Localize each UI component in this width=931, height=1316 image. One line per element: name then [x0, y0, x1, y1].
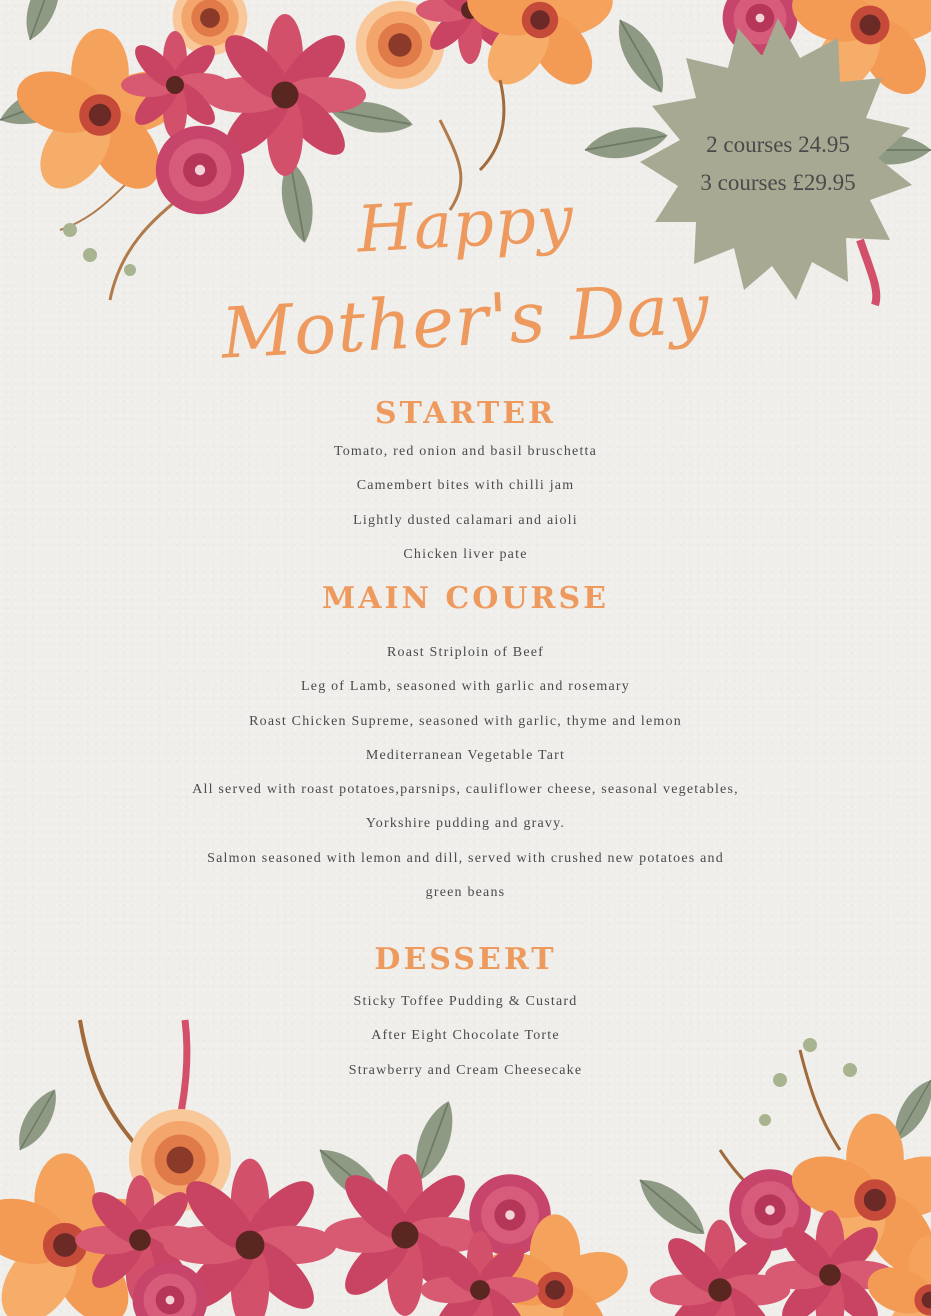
- list-item: All served with roast potatoes,parsnips, cauliflower cheese, seasonal vegetables,: [192, 782, 739, 798]
- dessert-list: [0, 985, 931, 1088]
- price-three-courses: 3 courses £29.95: [700, 170, 856, 195]
- list-item: Strawberry and Cream Cheesecake: [348, 1062, 583, 1078]
- starter-heading: STARTER: [374, 396, 557, 431]
- list-item: Sticky Toffee Pudding & Custard: [353, 994, 578, 1009]
- list-item: Leg of Lamb, seasoned with garlic and rosemary: [301, 679, 630, 695]
- dessert-heading: DESSERT: [374, 942, 557, 977]
- list-item: Yorkshire pudding and gravy.: [365, 816, 566, 832]
- list-item: Salmon seasoned with lemon and dill, served with crushed new potatoes and: [207, 850, 724, 866]
- main-course-list: [0, 636, 931, 910]
- list-item: green beans: [425, 885, 506, 901]
- main-course-heading: MAIN COURSE: [321, 581, 610, 616]
- title-happy: Happy: [355, 182, 576, 268]
- price-badge-text: [650, 126, 906, 202]
- list-item: Camembert bites with chilli jam: [356, 478, 575, 494]
- price-two-courses: 2 courses 24.95: [706, 132, 850, 157]
- list-item: Chicken liver pate: [403, 546, 528, 562]
- list-item: Tomato, red onion and basil bruschetta: [333, 444, 598, 459]
- list-item: Mediterranean Vegetable Tart: [365, 747, 566, 763]
- starter-list: [0, 435, 931, 572]
- list-item: Roast Chicken Supreme, seasoned with garlic, thyme and lemon: [249, 713, 682, 729]
- list-item: Lightly dusted calamari and aioli: [353, 512, 578, 528]
- title-mothers-day: Mother's Day: [219, 267, 712, 375]
- list-item: Roast Striploin of Beef: [386, 645, 545, 660]
- list-item: After Eight Chocolate Torte: [371, 1028, 560, 1044]
